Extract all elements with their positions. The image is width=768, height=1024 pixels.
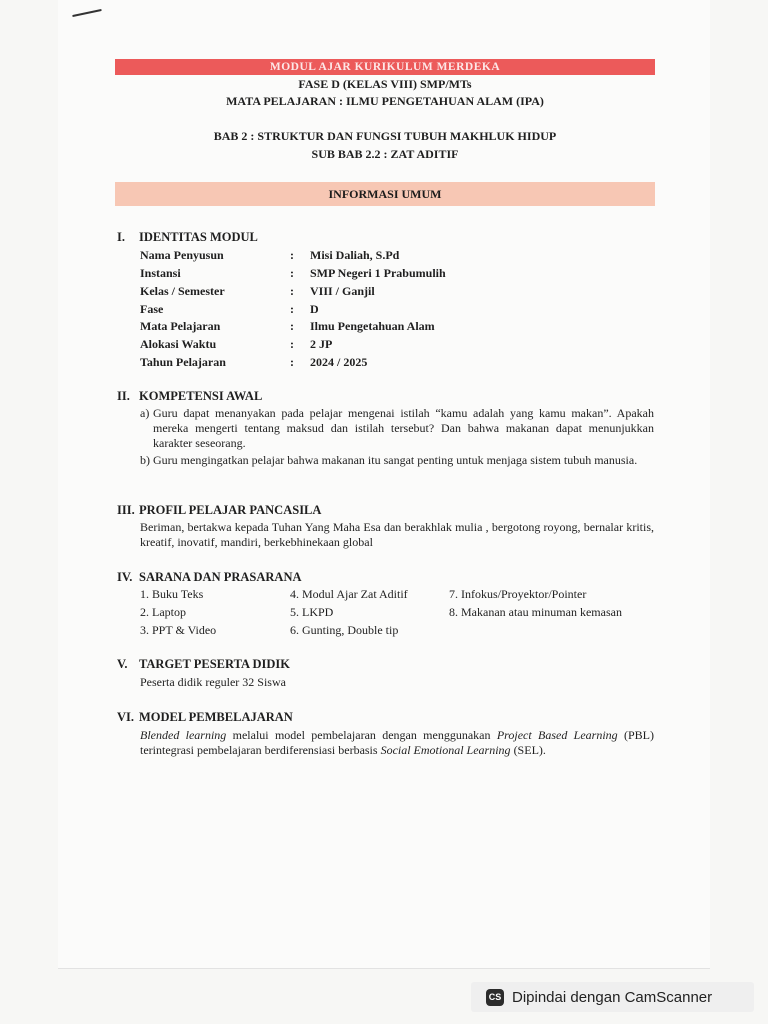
sarana-item: 3. PPT & Video [140, 623, 217, 637]
section-number: V. [117, 657, 128, 671]
camscanner-icon: CS [486, 989, 504, 1006]
sarana-item: 7. Infokus/Proyektor/Pointer [449, 587, 587, 601]
identitas-value: 2024 / 2025 [310, 355, 368, 369]
identitas-row [140, 266, 446, 281]
identitas-label: Kelas / Semester [140, 284, 225, 298]
section-target-heading [117, 657, 290, 672]
fase-line: FASE D (KELAS VIII) SMP/MTs [298, 77, 472, 91]
sarana-item: 6. Gunting, Double tip [290, 623, 399, 637]
model-text-italic: Project Based Learning [496, 728, 618, 742]
section-number: III. [117, 503, 135, 517]
sarana-item: 2. Laptop [140, 605, 186, 619]
identitas-value: D [310, 302, 319, 316]
section-model-heading [117, 710, 293, 725]
mapel-line: MATA PELAJARAN : ILMU PENGETAHUAN ALAM (IPA) [226, 94, 544, 108]
identitas-value: VIII / Ganjil [310, 284, 375, 298]
section-number: I. [117, 230, 125, 244]
bab-line: BAB 2 : STRUKTUR DAN FUNGSI TUBUH MAKHLUK HIDUP [213, 129, 557, 143]
page-bottom-edge [58, 968, 710, 969]
camscanner-watermark [471, 982, 754, 1012]
section-kompetensi-heading [117, 389, 262, 404]
identitas-label: Nama Penyusun [140, 248, 224, 262]
identitas-value: 2 JP [310, 337, 333, 351]
identitas-label: Tahun Pelajaran [140, 355, 226, 369]
identitas-row [140, 302, 319, 317]
identitas-label: Mata Pelajaran [140, 319, 221, 333]
identitas-value: Ilmu Pengetahuan Alam [310, 319, 435, 333]
section-title: PROFIL PELAJAR PANCASILA [139, 503, 322, 517]
section-title: MODEL PEMBELAJARAN [139, 710, 293, 724]
section-title: TARGET PESERTA DIDIK [139, 657, 290, 671]
model-text-italic: Blended learning [140, 728, 227, 742]
section-profil-heading [117, 503, 321, 518]
identitas-label: Fase [140, 302, 164, 316]
identitas-row [140, 319, 435, 334]
sarana-item: 8. Makanan atau minuman kemasan [449, 605, 622, 619]
list-marker: b) [140, 453, 150, 467]
sarana-item: 5. LKPD [290, 605, 334, 619]
section-number: II. [117, 389, 130, 403]
colon: : [290, 319, 294, 333]
colon: : [290, 337, 294, 351]
colon: : [290, 302, 294, 316]
list-marker: a) [140, 406, 150, 420]
identitas-row [140, 337, 332, 352]
module-title-banner: MODUL AJAR KURIKULUM MERDEKA [115, 59, 655, 75]
target-text: Peserta didik reguler 32 Siswa [140, 675, 286, 689]
model-text-italic: Social Emotional Learning [380, 743, 511, 757]
section-number: IV. [117, 570, 133, 584]
sarana-item: 4. Modul Ajar Zat Aditif [290, 587, 408, 601]
model-text-part: melalui model pembelajaran dengan menggunakan [226, 728, 497, 742]
camscanner-label: Dipindai dengan CamScanner [512, 988, 713, 1006]
colon: : [290, 266, 294, 280]
list-text: Guru mengingatkan pelajar bahwa makanan itu sangat penting untuk menjaga sistem tubuh manusia. [153, 453, 638, 467]
identitas-value: SMP Negeri 1 Prabumulih [310, 266, 446, 280]
section-title: KOMPETENSI AWAL [139, 389, 263, 403]
model-text-part: (SEL). [510, 743, 546, 757]
profil-text: Beriman, bertakwa kepada Tuhan Yang Maha Esa dan berakhlak mulia , bergotong royong, bernalar kritis, kreatif, inovatif, mandiri, berkebhinekaan global [140, 520, 654, 549]
section-identitas-heading [117, 230, 258, 245]
colon: : [290, 248, 294, 262]
section-title: IDENTITAS MODUL [139, 230, 258, 244]
kompetensi-item [140, 406, 654, 451]
colon: : [290, 355, 294, 369]
identitas-value: Misi Daliah, S.Pd [310, 248, 400, 262]
section-title: SARANA DAN PRASARANA [139, 570, 302, 584]
section-number: VI. [117, 710, 135, 724]
info-umum-banner: INFORMASI UMUM [115, 182, 655, 206]
list-text: Guru dapat menanyakan pada pelajar mengenai istilah “kamu adalah yang kamu makan”. Apakah mereka mengerti tentang maksud dan istilah tersebut? Dan bahwa makanan dapat menunjukkan karakter seseorang. [153, 406, 654, 450]
sarana-item: 1. Buku Teks [140, 587, 204, 601]
identitas-row [140, 355, 367, 370]
identitas-label: Alokasi Waktu [140, 337, 217, 351]
document-page [58, 0, 710, 968]
identitas-row [140, 284, 375, 299]
model-text-part: (PBL) terintegrasi pembelajaran berdiferensiasi berbasis [140, 728, 655, 757]
identitas-label: Instansi [140, 266, 181, 280]
kompetensi-item [140, 453, 654, 468]
colon: : [290, 284, 294, 298]
identitas-row [140, 248, 399, 263]
model-text [140, 728, 654, 758]
section-sarana-heading [117, 570, 302, 585]
subbab-line: SUB BAB 2.2 : ZAT ADITIF [311, 147, 459, 161]
